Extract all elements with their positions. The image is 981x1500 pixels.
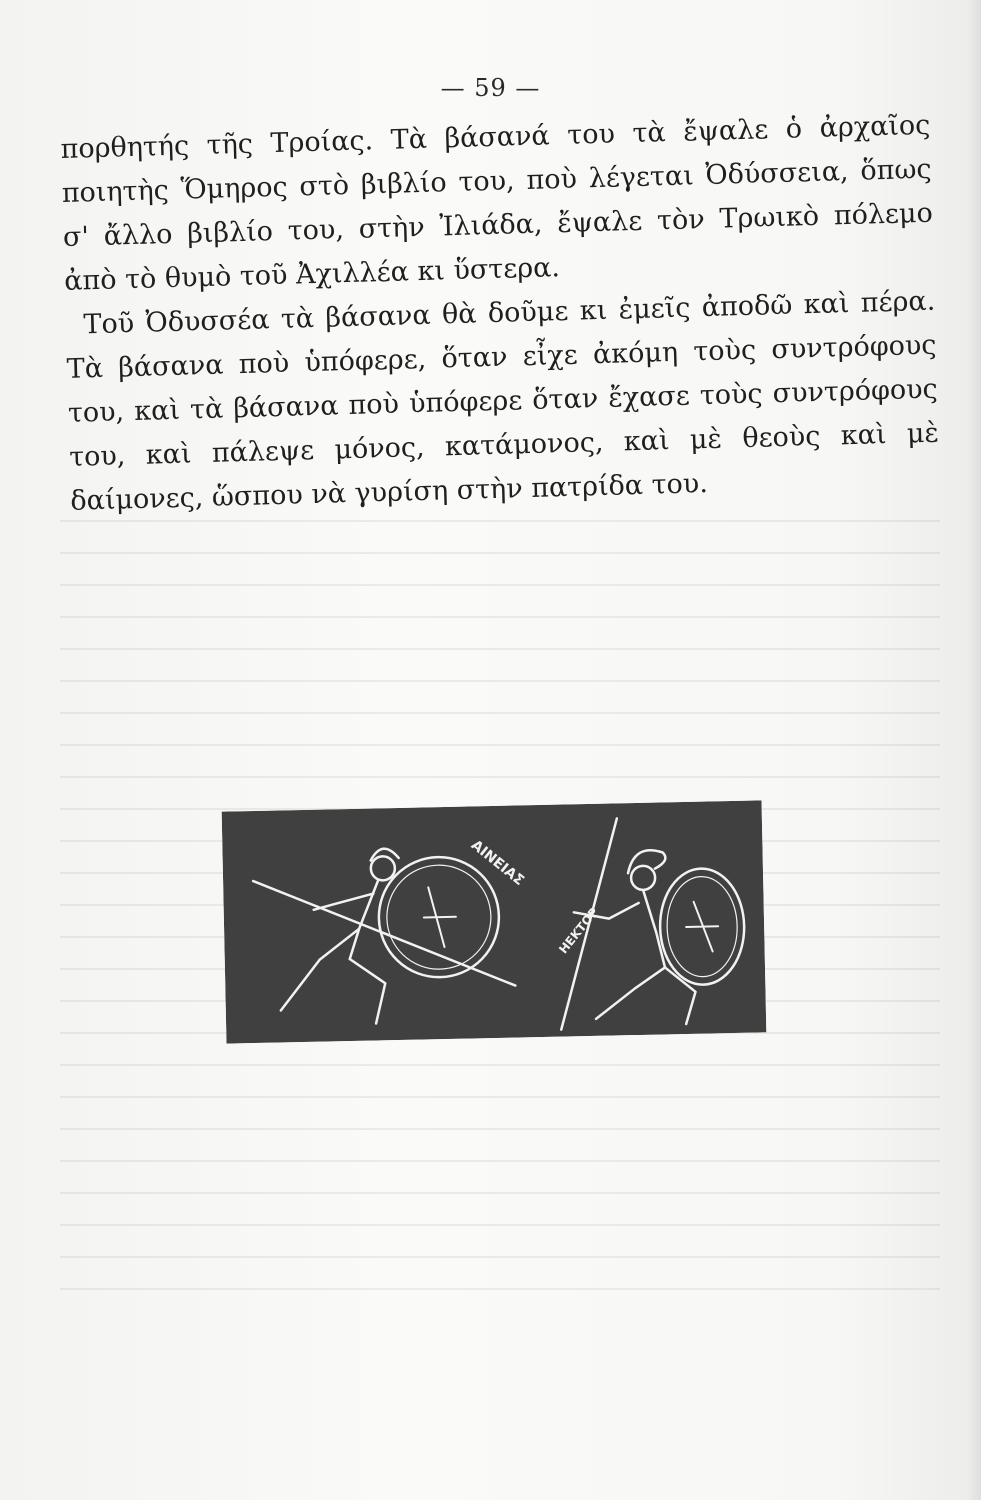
- page-number: — 59 —: [440, 74, 541, 102]
- warriors-dueling-figure: [222, 800, 767, 1043]
- paragraph-1: πορθητής τῆς Τροίας. Τὰ βάσανά του τὰ ἔψαλε ὁ ἀρχαῖος ποιητὴς Ὅμηρος στὸ βιβλίο του, ποὺ λέγεται Ὀδύσσεια, ὅπως σ' ἄλλο βιβλίο του, στὴν Ἰλιάδα, ἔψαλε τὸν Τρωικὸ πόλεμο ἀπὸ τὸ θυμὸ τοῦ Ἀχιλλέα κι ὕστερα.: [60, 109, 934, 297]
- body-text: [60, 104, 941, 524]
- inscription-left: ΑΙΝΕΙΑΣ: [467, 837, 527, 890]
- vase-painting-illustration: [222, 800, 767, 1043]
- illustration-background: [222, 800, 767, 1043]
- page-edge-shadow: [967, 0, 981, 1500]
- paragraph-2: Τοῦ Ὀδυσσέα τὰ βάσανα θὰ δοῦμε κι ἐμεῖς ἀποδῶ καὶ πέρα. Τὰ βάσανα ποὺ ὑπόφερε, ὅταν εἶχε ἀκόμη τοὺς συντρόφους του, καὶ τὰ βάσανα ποὺ ὑπόφερε ὅταν ἔχασε τοὺς συντρόφους του, καὶ πάλεψε μόνος, κατάμονος, καὶ μὲ θεοὺς καὶ μὲ δαίμονες, ὥσπου νὰ γυρίση στὴν πατρίδα του.: [66, 285, 940, 517]
- inscription-right: ΗΕΚΤΟΡ: [556, 904, 602, 957]
